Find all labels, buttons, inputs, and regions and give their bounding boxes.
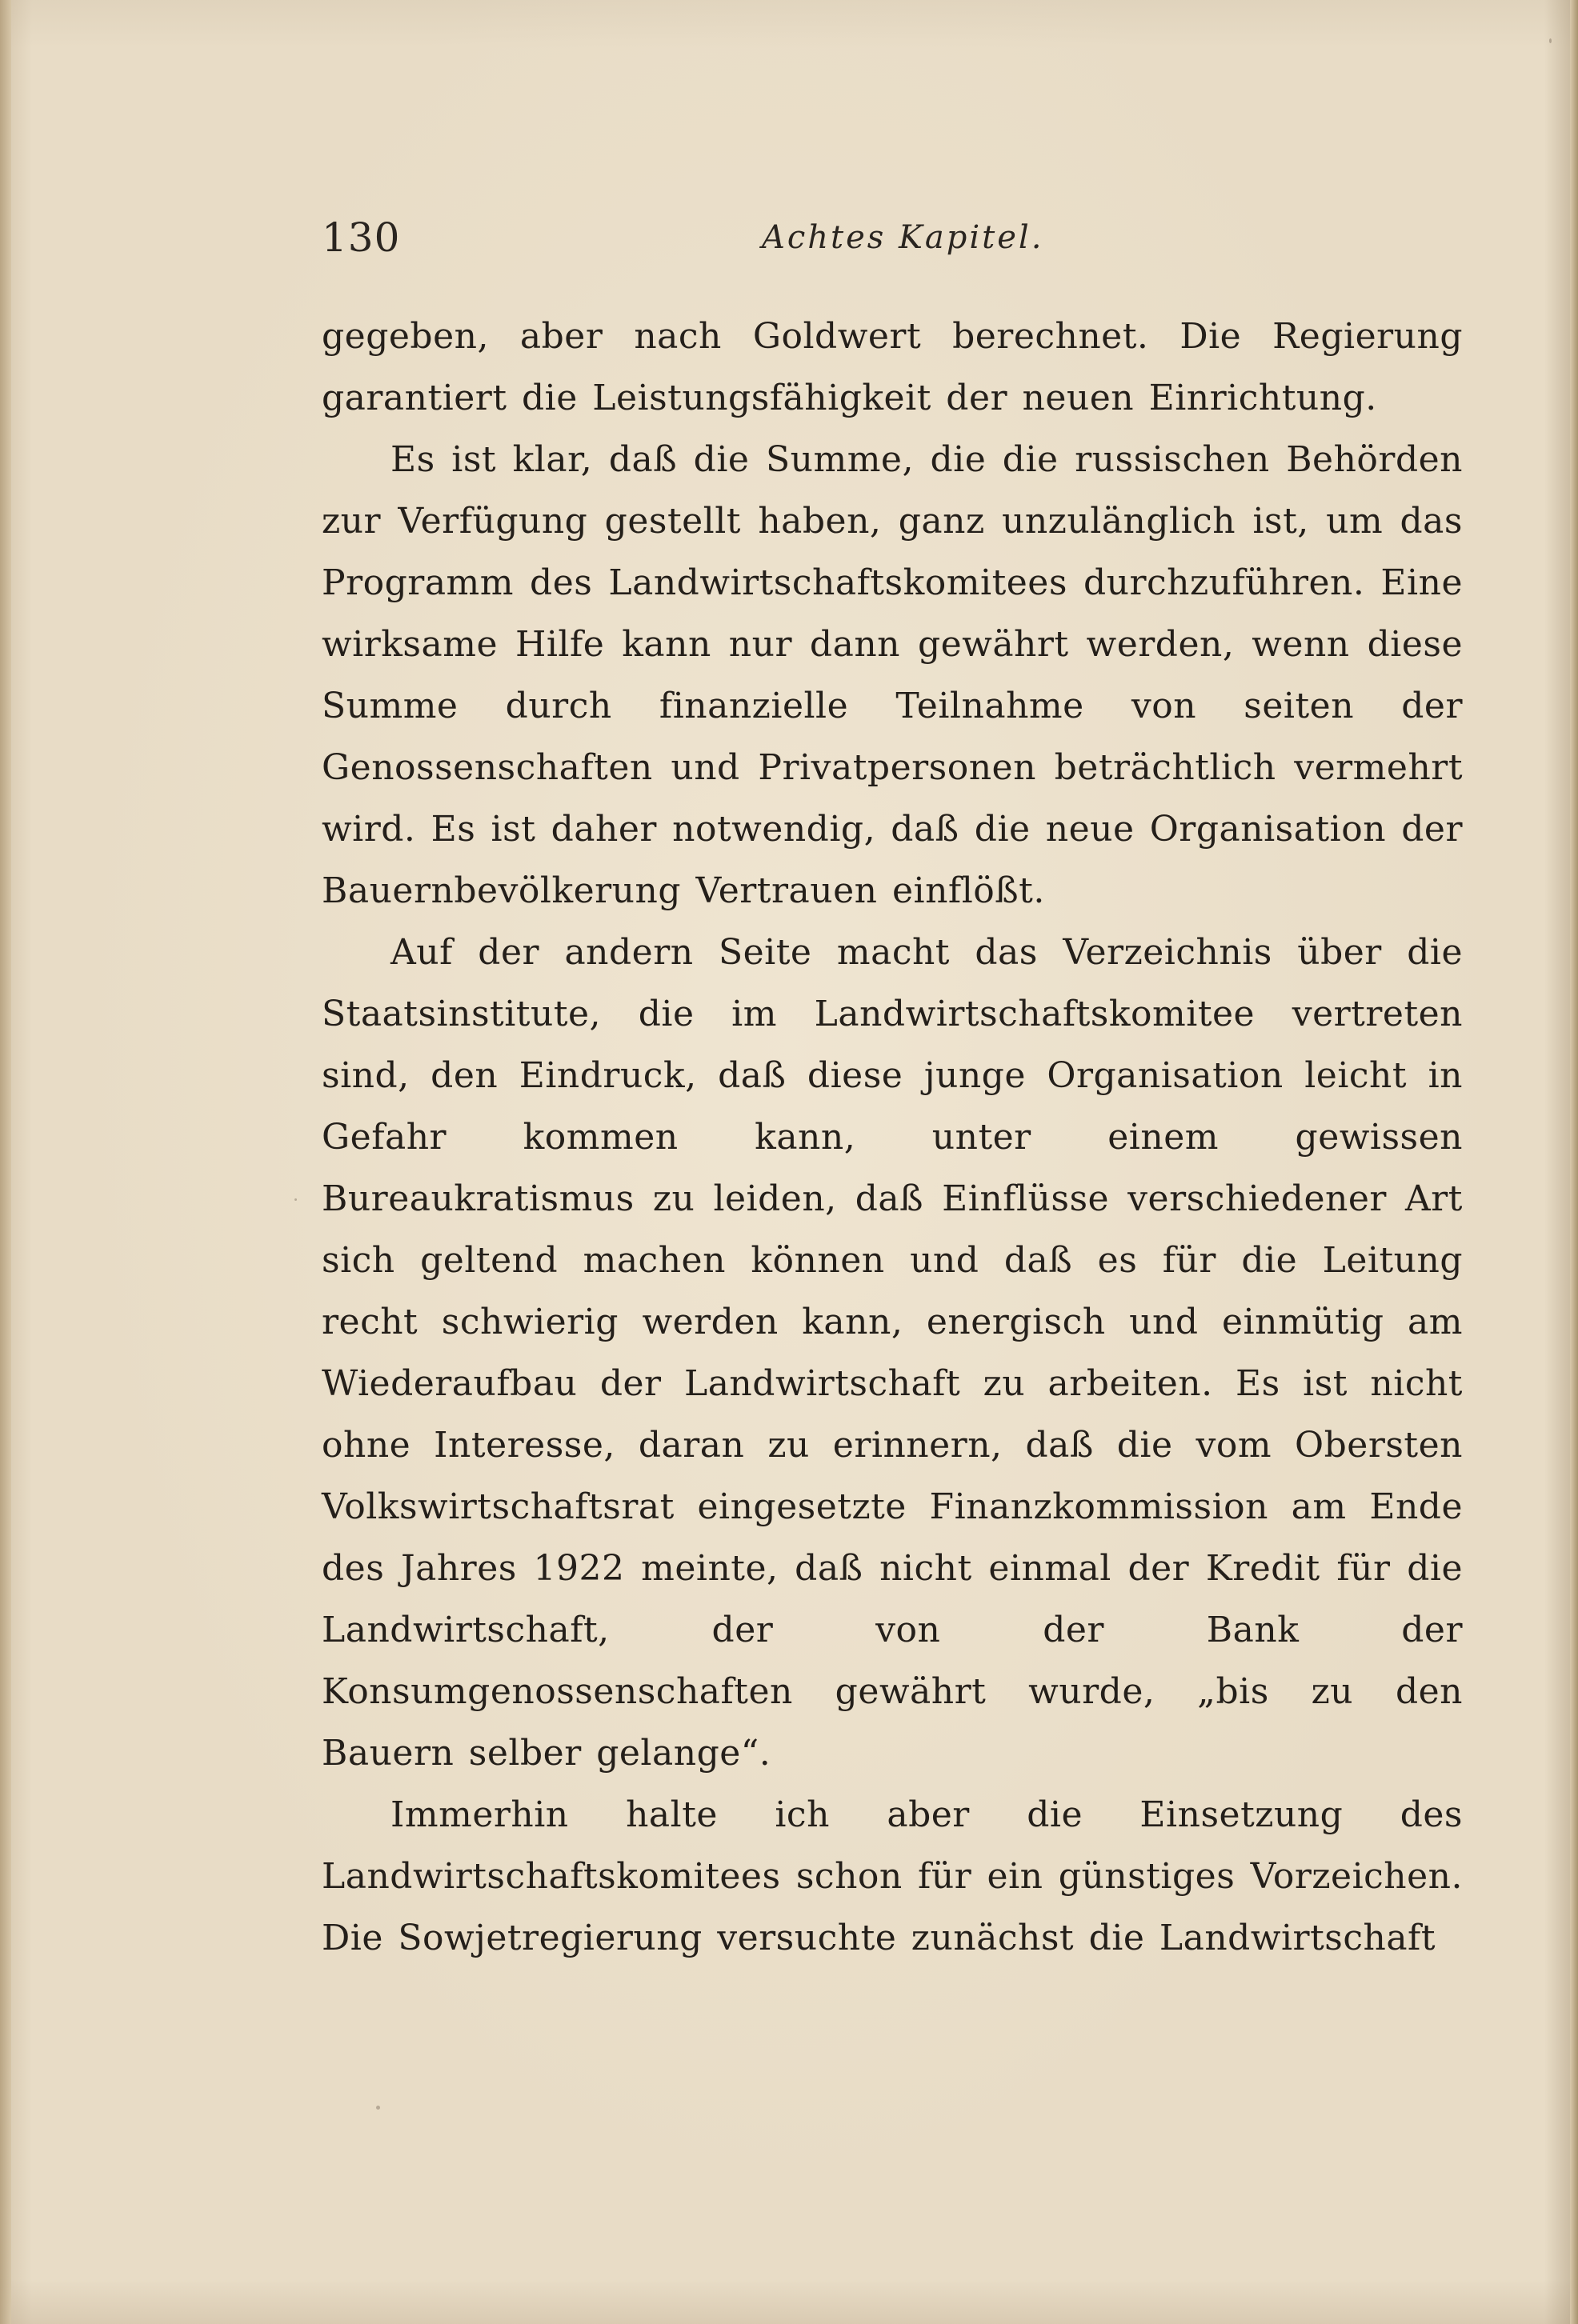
page-right-edge bbox=[1570, 0, 1578, 2324]
paragraph-4: Immerhin halte ich aber die Einsetzung des Landwirtschaftskomitees schon für ein günstiges Vorzeichen. Die Sowjetregierung versuchte zunächst die Landwirtschaft bbox=[322, 1794, 1463, 1958]
page-header bbox=[322, 210, 1463, 266]
paragraph-3: Auf der andern Seite macht das Verzeichnis über die Staatsinstitute, die im Landwirtschaftskomitee vertreten sind, den Eindruck, daß diese junge Organisation leicht in Gefahr kommen kann, unter einem gewissen Bureaukratismus zu leiden, daß Einflüsse verschiedener Art sich geltend machen können und daß es für die Leitung recht schwierig werden kann, energisch und einmütig am Wiederaufbau der Landwirtschaft zu arbeiten. Es ist nicht ohne Interesse, daran zu erinnern, daß die vom Obersten Volkswirtschaftsrat eingesetzte Finanzkommission am Ende des Jahres 1922 meinte, daß nicht einmal der Kredit für die Landwirtschaft, der von der Bank der Konsumgenossenschaften gewährt wurde, „bis zu den Bauern selber gelange“. bbox=[322, 932, 1463, 1774]
page-left-edge bbox=[0, 0, 11, 2324]
paper-speck bbox=[294, 1198, 297, 1201]
paper-speck bbox=[376, 2106, 380, 2110]
running-head: Achtes Kapitel. bbox=[762, 219, 1044, 256]
page-number: 130 bbox=[322, 214, 401, 261]
paper-speck bbox=[1549, 38, 1552, 43]
paragraph-1: gegeben, aber nach Goldwert berechnet. Die Regierung garantiert die Leistungsfähigkeit der neuen Einrichtung. bbox=[322, 316, 1463, 418]
paragraph-2: Es ist klar, daß die Summe, die die russischen Behörden zur Verfügung gestellt haben, ganz unzulänglich ist, um das Programm des Landwirtschaftskomitees durchzuführen. Eine wirksame Hilfe kann nur dann gewährt werden, wenn diese Summe durch finanzielle Teilnahme von seiten der Genossenschaften und Privatpersonen beträchtlich vermehrt wird. Es ist daher notwendig, daß die neue Organisation der Bauernbevölkerung Vertrauen einflößt. bbox=[322, 439, 1463, 911]
body-text bbox=[322, 306, 1463, 1969]
